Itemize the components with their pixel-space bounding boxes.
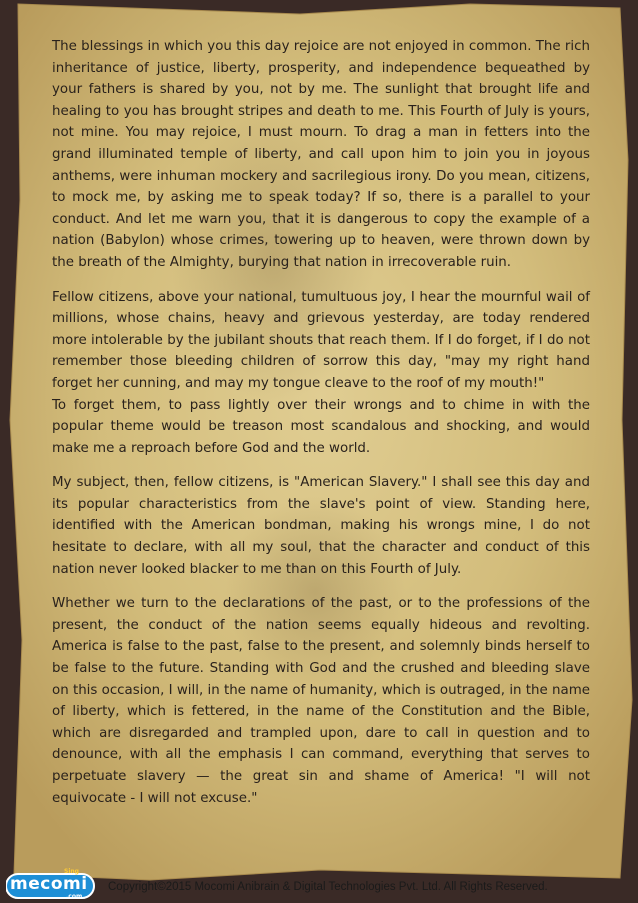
- copyright-text: Copyright©2015 Mocomi Anibrain & Digital Technologies Pvt. Ltd. All Rights Reserved.: [108, 881, 548, 893]
- paragraph-2: Fellow citizens, above your national, tumultuous joy, I hear the mournful wail of millions, whose chains, heavy and grievous yesterday, are today rendered more intolerable by the jubilant shouts that reach them. If I do forget, if I do not remember those bleeding children of sorrow this day, "may my right hand forget her cunning, and may my tongue cleave to the roof of my mouth!": [52, 289, 590, 391]
- logo-tag: Sing: [64, 868, 79, 875]
- logo-wordmark: mecomi: [10, 874, 88, 894]
- paragraph-1: The blessings in which you this day rejoice are not enjoyed in common. The rich inheritance of justice, liberty, prosperity, and independence bequeathed by your fathers is shared by you, not by me. The sunlight that brought life and healing to you has brought stripes and death to me. This Fourth of July is yours, not mine. You may rejoice, I must mourn. To drag a man in fetters into the grand illuminated temple of liberty, and call upon him to join you in joyous anthems, were inhuman mockery and sacrilegious irony. Do you mean, citizens, to mock me, by asking me to speak today? If so, there is a parallel to your conduct. And let me warn you, that it is dangerous to copy the example of a nation (Babylon) whose crimes, towering up to heaven, were thrown down by the breath of the Almighty, burying that nation in irrecoverable ruin.: [52, 39, 590, 270]
- paragraph-3: To forget them, to pass lightly over their wrongs and to chime in with the popular theme would be treason most scandalous and shocking, and would make me a reproach before God and the world.: [52, 397, 590, 456]
- logo-domain: .com: [66, 893, 83, 900]
- paragraph-5: Whether we turn to the declarations of the past, or to the professions of the present, the conduct of the nation seems equally hideous and revolting. America is false to the past, false to the present, and solemnly binds herself to be false to the future. Standing with God and the crushed and bleeding slave on this occasion, I will, in the name of humanity, which is outraged, in the name of liberty, which is fettered, in the name of the Constitution and the Bible, which are disregarded and trampled upon, dare to call in question and to denounce, with all the emphasis I can command, everything that serves to perpetuate slavery — the great sin and shame of America! "I will not equivocate - I will not excuse.": [52, 596, 590, 806]
- paragraph-4: My subject, then, fellow citizens, is "American Slavery." I shall see this day and its popular characteristics from the slave's point of view. Standing here, identified with the American bondman, making his wrongs mine, I do not hesitate to declare, with all my soul, that the character and conduct of this nation never looked blacker to me than on this Fourth of July.: [52, 475, 590, 577]
- speech-text: [52, 36, 590, 822]
